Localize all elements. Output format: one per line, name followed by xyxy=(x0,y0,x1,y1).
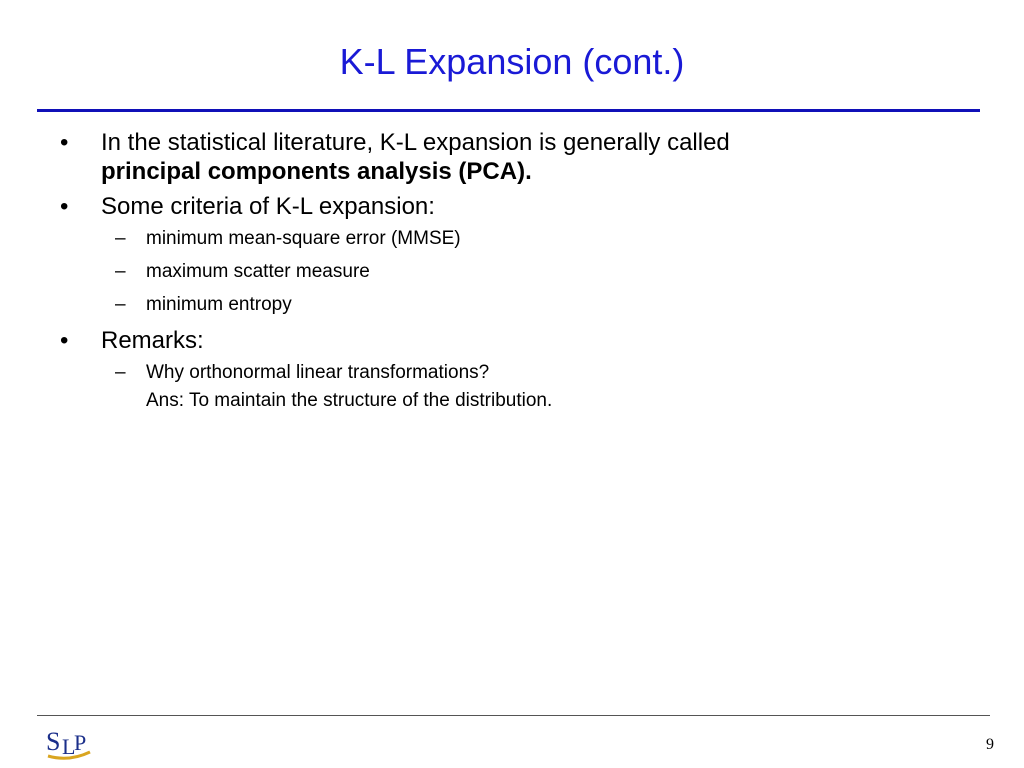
sub-item-text: minimum entropy xyxy=(146,294,292,315)
bullet-marker: • xyxy=(60,129,69,156)
bullet-text: In the statistical literature, K-L expansion is generally called xyxy=(101,129,730,156)
bullet-marker: • xyxy=(60,327,69,354)
footer-divider xyxy=(37,715,990,716)
sub-marker: – xyxy=(115,294,126,315)
sub-item-remark xyxy=(0,361,1024,413)
sub-marker: – xyxy=(115,362,126,383)
sub-item-mmse xyxy=(0,227,1024,251)
sub-marker: – xyxy=(115,261,126,282)
slide-body xyxy=(0,128,1024,422)
bullet-bold-text: principal components analysis (PCA). xyxy=(101,158,532,185)
sub-item-answer: Ans: To maintain the structure of the distribution. xyxy=(146,390,553,411)
bullet-remarks xyxy=(0,326,1024,355)
title-divider xyxy=(37,109,980,112)
sub-item-entropy xyxy=(0,293,1024,317)
svg-text:S: S xyxy=(46,727,61,756)
slide-title: K-L Expansion (cont.) xyxy=(339,41,685,82)
sub-marker: – xyxy=(115,228,126,249)
svg-text:L: L xyxy=(62,734,76,759)
sub-item-text: minimum mean-square error (MMSE) xyxy=(146,228,461,249)
sub-item-text: maximum scatter measure xyxy=(146,261,370,282)
sub-item-scatter xyxy=(0,260,1024,284)
page-number: 9 xyxy=(986,736,994,753)
bullet-marker: • xyxy=(60,193,69,220)
bullet-text: Some criteria of K-L expansion: xyxy=(101,193,435,220)
slp-logo-icon xyxy=(44,722,94,762)
svg-text:P: P xyxy=(74,730,87,755)
bullet-text: Remarks: xyxy=(101,327,204,354)
bullet-pca xyxy=(0,128,1024,186)
bullet-criteria xyxy=(0,192,1024,221)
sub-item-question: Why orthonormal linear transformations? xyxy=(146,362,490,383)
